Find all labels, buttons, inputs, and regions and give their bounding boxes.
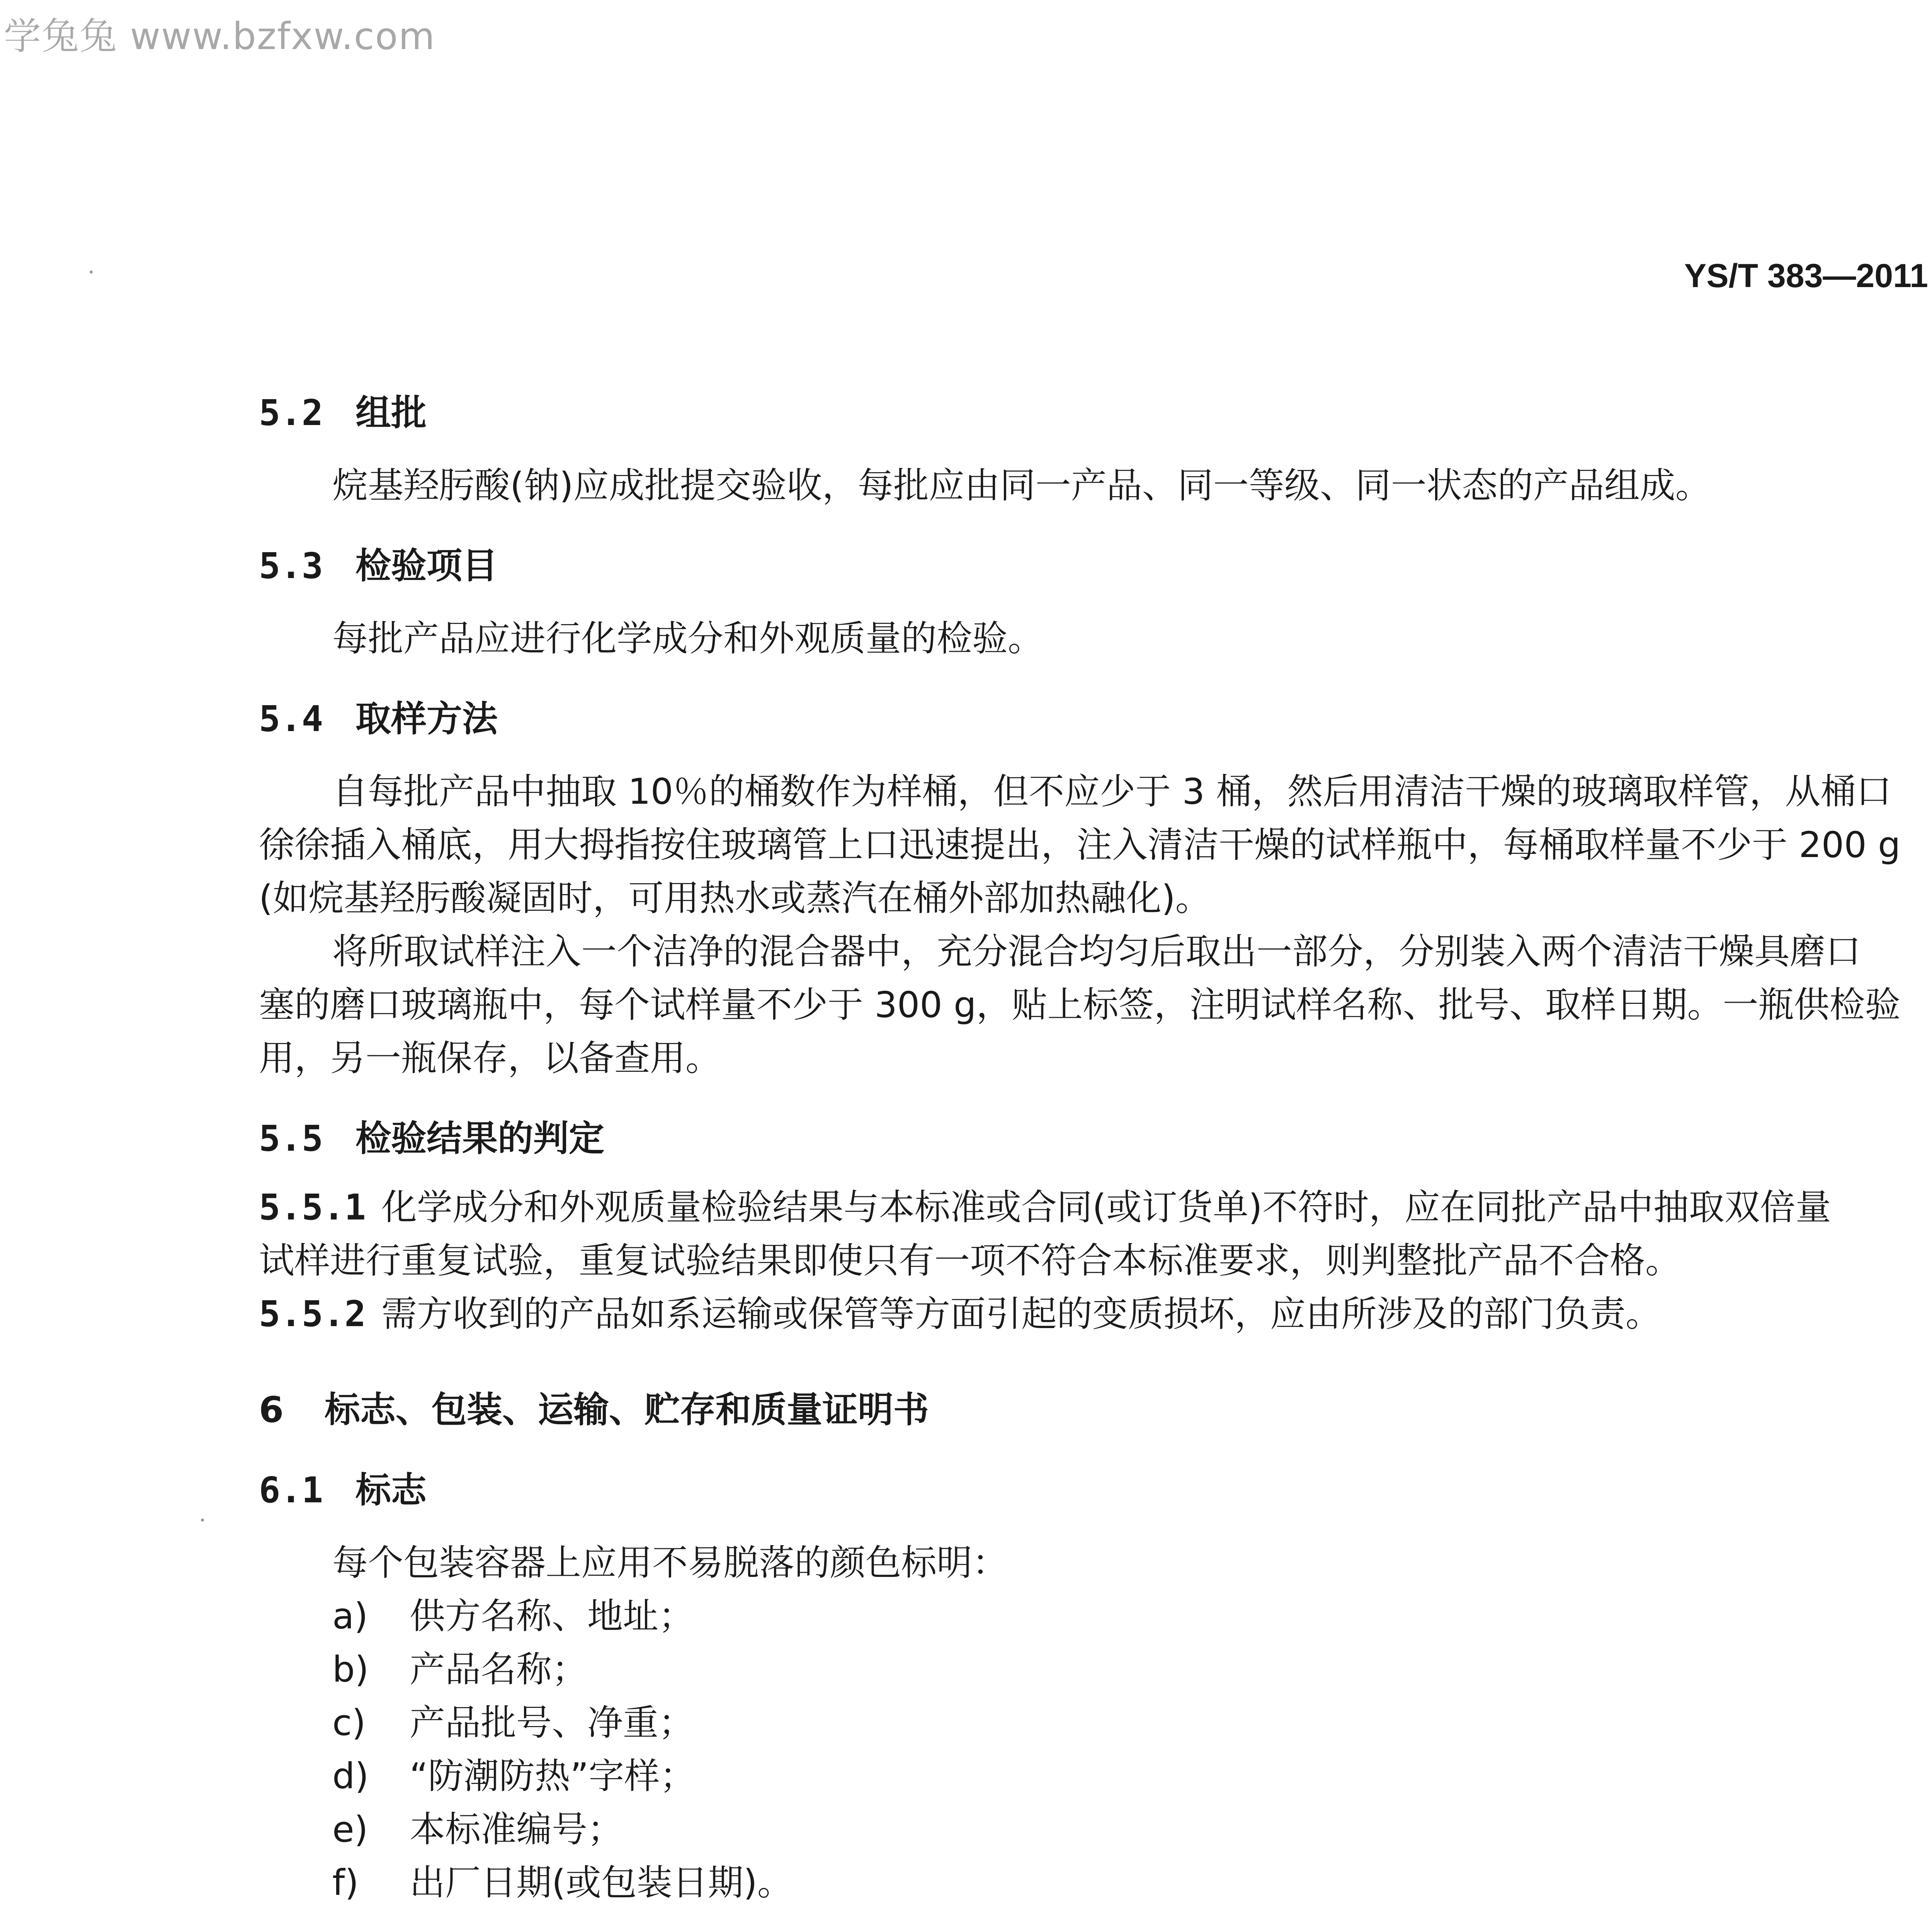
section-title: 标志 xyxy=(355,1469,427,1511)
section-title: 组批 xyxy=(355,392,427,434)
list-item xyxy=(332,1590,1920,1643)
scan-speck xyxy=(201,1519,204,1522)
section-number: 6.1 xyxy=(259,1469,323,1511)
section-5-4-paragraph-2-line-2: 塞的磨口玻璃瓶中，每个试样量不少于 300 g，贴上标签，注明试样名称、批号、取样日期。一瓶供检验 xyxy=(259,984,1901,1026)
section-5-4-paragraph-1-line-1: 自每批产品中抽取 10％的桶数作为样桶，但不应少于 3 桶，然后用清洁干燥的玻璃取样管，从桶口 xyxy=(332,771,1892,812)
chapter-heading-6 xyxy=(259,1383,1920,1437)
section-heading-5-4 xyxy=(259,692,1920,746)
chapter-title: 标志、包装、运输、贮存和质量证明书 xyxy=(325,1389,929,1430)
list-item-text: 出厂日期(或包装日期)。 xyxy=(410,1862,793,1903)
section-number: 5.4 xyxy=(259,698,323,740)
scan-speck xyxy=(90,270,93,274)
section-heading-6-1 xyxy=(259,1464,1920,1517)
document-code: YS/T 383—2011 xyxy=(1684,257,1928,294)
section-6-1-intro: 每个包装容器上应用不易脱落的颜色标明： xyxy=(332,1542,1008,1583)
list-marker: e) xyxy=(332,1809,368,1850)
list-item-text: 本标准编号； xyxy=(410,1809,623,1850)
section-title: 取样方法 xyxy=(355,698,498,740)
section-5-4-paragraph-1-line-2: 徐徐插入桶底，用大拇指按住玻璃管上口迅速提出，注入清洁干燥的试样瓶中，每桶取样量不少于 200 g xyxy=(259,824,1901,866)
section-heading-5-5 xyxy=(259,1112,1920,1165)
clause-5-5-1-line-2: 试样进行重复试验，重复试验结果即使只有一项不符合本标准要求，则判整批产品不合格。 xyxy=(259,1240,1681,1281)
list-marker: a) xyxy=(332,1595,368,1637)
watermark-text: 学兔兔 www.bzfxw.com xyxy=(4,15,435,58)
section-5-2-text: 烷基羟肟酸(钠)应成批提交验收，每批应由同一产品、同一等级、同一状态的产品组成。 xyxy=(332,465,1711,506)
section-number: 5.2 xyxy=(259,392,323,434)
list-item-text: 产品批号、净重； xyxy=(410,1702,694,1743)
section-5-3-text: 每批产品应进行化学成分和外观质量的检验。 xyxy=(332,618,1044,659)
list-item xyxy=(332,1856,1920,1910)
list-marker: c) xyxy=(332,1702,366,1743)
section-number: 5.5 xyxy=(259,1118,323,1159)
clause-number: 5.5.2 xyxy=(259,1293,366,1335)
list-item xyxy=(332,1696,1920,1750)
list-item xyxy=(332,1643,1920,1696)
section-title: 检验项目 xyxy=(355,545,498,587)
list-item xyxy=(332,1750,1920,1803)
chapter-number: 6 xyxy=(259,1389,284,1430)
list-marker: b) xyxy=(332,1649,369,1690)
list-item-text: “防潮防热”字样； xyxy=(410,1755,696,1797)
list-item xyxy=(332,1803,1920,1856)
list-item-text: 产品名称； xyxy=(410,1649,588,1690)
section-5-4-paragraph-1-line-3: (如烷基羟肟酸凝固时，可用热水或蒸汽在桶外部加热融化)。 xyxy=(259,878,1211,919)
clause-text: 化学成分和外观质量检验结果与本标准或合同(或订货单)不符时，应在同批产品中抽取双倍量 xyxy=(381,1187,1831,1228)
section-title: 检验结果的判定 xyxy=(355,1118,605,1159)
section-heading-5-3 xyxy=(259,539,1920,593)
clause-number: 5.5.1 xyxy=(259,1187,366,1228)
clause-text: 需方收到的产品如系运输或保管等方面引起的变质损坏，应由所涉及的部门负责。 xyxy=(381,1293,1661,1335)
section-heading-5-2 xyxy=(259,386,1920,440)
marking-list xyxy=(259,1590,1920,1910)
list-marker: f) xyxy=(332,1862,359,1903)
section-5-4-paragraph-2-line-1: 将所取试样注入一个洁净的混合器中，充分混合均匀后取出一部分，分别装入两个清洁干燥具磨口 xyxy=(332,931,1861,972)
list-marker: d) xyxy=(332,1755,369,1797)
section-number: 5.3 xyxy=(259,545,323,587)
clause-5-5-1-line-1 xyxy=(259,1181,1920,1234)
document-body xyxy=(259,386,1920,1932)
section-5-4-paragraph-2-line-3: 用，另一瓶保存，以备查用。 xyxy=(259,1037,721,1079)
list-item-text: 供方名称、地址； xyxy=(410,1595,694,1637)
clause-5-5-2 xyxy=(259,1287,1920,1341)
